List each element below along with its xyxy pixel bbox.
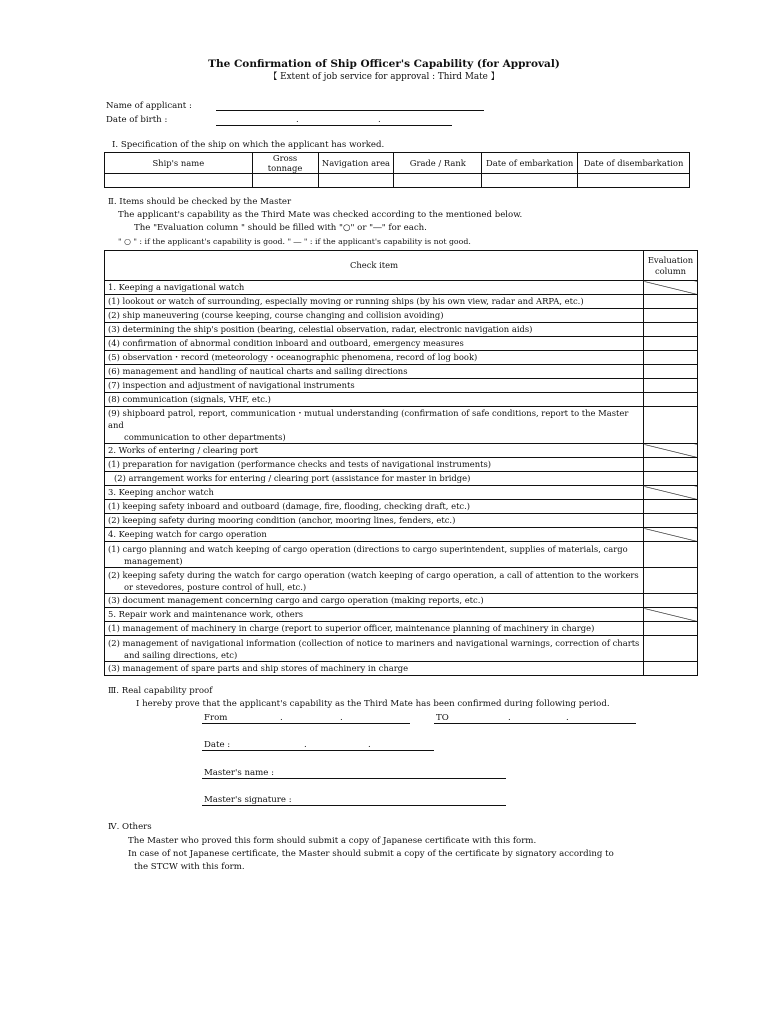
master-name-field[interactable] (202, 778, 506, 779)
check-item-row (105, 568, 698, 594)
check-item-text: (1) lookout or watch of surrounding, especially moving or running ships (by his own view, radar and ARPA, etc.) (108, 296, 584, 307)
evaluation-cell[interactable] (644, 309, 698, 323)
check-category-label (105, 486, 644, 500)
check-item-text: (3) determining the ship's position (bearing, celestial observation, radar, electronic navigation aids) (108, 324, 533, 335)
check-item-label (105, 594, 644, 608)
date-separator: . (368, 740, 371, 750)
check-item-label (105, 351, 644, 365)
check-item-text: (2) keeping safety during the watch for cargo operation (watch keeping of cargo operation, a call of attention to the workers (108, 569, 639, 580)
section-2-intro: The applicant's capability as the Third Mate was checked according to the mentioned below. (118, 210, 523, 220)
from-date-separator: . (340, 713, 343, 723)
check-item-label (105, 500, 644, 514)
column-header: Date of embarkation (482, 153, 578, 174)
grade-rank-cell[interactable] (394, 174, 482, 188)
evaluation-cell-disabled (644, 281, 698, 295)
date-field[interactable] (202, 750, 434, 751)
check-item-label (105, 568, 644, 594)
check-item-row (105, 514, 698, 528)
check-item-continuation: management) (124, 555, 183, 566)
evaluation-cell[interactable] (644, 594, 698, 608)
check-item-row (105, 594, 698, 608)
section-2-legend: " ○ " : if the applicant's capability is good. " ― " : if the applicant's capability is not good. (118, 237, 471, 246)
column-header: Ship's name (105, 153, 253, 174)
date-embarkation-cell[interactable] (482, 174, 578, 188)
evaluation-cell[interactable] (644, 379, 698, 393)
check-item-text: (8) communication (signals, VHF, etc.) (108, 394, 271, 405)
others-note-line: In case of not Japanese certificate, the Master should submit a copy of the certificate by signatory according to (128, 849, 614, 859)
check-item-text: (2) ship maneuvering (course keeping, course changing and collision avoiding) (108, 310, 444, 321)
from-label: From (204, 713, 228, 723)
check-item-continuation: or stevedores, posture control of hull, etc.) (124, 581, 307, 592)
check-item-row (105, 351, 698, 365)
check-item-text: (9) shipboard patrol, report, communication・mutual understanding (confirmation of safe conditions, report to the Master and (108, 408, 629, 430)
date-of-birth-label: Date of birth : (106, 115, 168, 125)
form-title: The Confirmation of Ship Officer's Capability (for Approval) (208, 58, 560, 70)
check-item-text: (7) inspection and adjustment of navigational instruments (108, 380, 355, 391)
applicant-name-field[interactable] (216, 110, 484, 111)
check-category-label (105, 528, 644, 542)
check-item-label (105, 622, 644, 636)
column-header: Navigation area (318, 153, 394, 174)
check-item-label (105, 379, 644, 393)
check-item-label (105, 337, 644, 351)
master-signature-field[interactable] (202, 805, 506, 806)
check-item-text: (1) preparation for navigation (performance checks and tests of navigational instruments) (108, 459, 492, 470)
date-disembarkation-cell[interactable] (578, 174, 690, 188)
date-label: Date : (204, 740, 231, 750)
evaluation-cell[interactable] (644, 393, 698, 407)
check-category-row (105, 486, 698, 500)
check-item-row (105, 500, 698, 514)
section-2-instruction: The "Evaluation column " should be filled with "○" or "―" for each. (134, 223, 427, 233)
evaluation-cell[interactable] (644, 542, 698, 568)
evaluation-cell-disabled (644, 486, 698, 500)
check-category-row (105, 528, 698, 542)
column-header: Date of disembarkation (578, 153, 690, 174)
check-item-row (105, 472, 698, 486)
master-signature-label: Master's signature : (204, 795, 292, 805)
evaluation-cell-disabled (644, 608, 698, 622)
evaluation-cell[interactable] (644, 323, 698, 337)
check-item-row (105, 636, 698, 662)
gross-tonnage-cell[interactable] (252, 174, 318, 188)
others-note-line: the STCW with this form. (134, 862, 245, 872)
check-item-label (105, 295, 644, 309)
check-item-label (105, 636, 644, 662)
evaluation-cell[interactable] (644, 295, 698, 309)
dob-separator: . (296, 115, 299, 125)
evaluation-cell[interactable] (644, 407, 698, 444)
check-item-text: (2) management of navigational information (collection of notice to mariners and navigational warnings, correction of charts (108, 637, 640, 648)
evaluation-column-header: Evaluation column (644, 251, 698, 281)
check-item-row (105, 407, 698, 444)
check-item-text: 4. Keeping watch for cargo operation (108, 529, 267, 540)
check-item-label (105, 393, 644, 407)
check-category-row (105, 281, 698, 295)
evaluation-cell[interactable] (644, 458, 698, 472)
check-item-text: 1. Keeping a navigational watch (108, 282, 245, 293)
from-date-separator: . (280, 713, 283, 723)
check-item-label (105, 407, 644, 444)
check-category-label (105, 444, 644, 458)
evaluation-cell[interactable] (644, 337, 698, 351)
date-separator: . (304, 740, 307, 750)
check-item-text: (6) management and handling of nautical charts and sailing directions (108, 366, 408, 377)
check-item-label (105, 323, 644, 337)
check-item-row (105, 662, 698, 676)
section-4-heading: Ⅳ. Others (108, 822, 152, 832)
evaluation-cell[interactable] (644, 514, 698, 528)
dob-separator: . (378, 115, 381, 125)
check-item-text: 2. Works of entering / clearing port (108, 445, 259, 456)
evaluation-cell[interactable] (644, 472, 698, 486)
to-date-field[interactable] (434, 723, 636, 724)
evaluation-cell[interactable] (644, 365, 698, 379)
ship-spec-table (104, 152, 690, 188)
proof-statement: I hereby prove that the applicant's capability as the Third Mate has been confirmed during following period. (136, 699, 610, 709)
check-item-table (104, 250, 698, 676)
section-1-heading: Ⅰ. Specification of the ship on which the applicant has worked. (112, 140, 385, 150)
column-header: Gross tonnage (252, 153, 318, 174)
master-name-label: Master's name : (204, 768, 275, 778)
check-item-label (105, 365, 644, 379)
check-item-row (105, 542, 698, 568)
to-date-separator: . (566, 713, 569, 723)
check-item-continuation: communication to other departments) (124, 432, 286, 442)
evaluation-cell[interactable] (644, 568, 698, 594)
check-item-text: (3) management of spare parts and ship stores of machinery in charge (108, 663, 409, 674)
evaluation-cell[interactable] (644, 622, 698, 636)
check-item-label (105, 542, 644, 568)
check-item-row (105, 379, 698, 393)
check-item-text: (5) observation・record (meteorology・oceanographic phenomena, record of log book) (108, 352, 478, 363)
check-category-label (105, 608, 644, 622)
evaluation-cell[interactable] (644, 351, 698, 365)
check-category-row (105, 444, 698, 458)
check-item-row (105, 295, 698, 309)
applicant-name-label: Name of applicant : (106, 101, 192, 111)
check-item-label (105, 458, 644, 472)
check-item-text: (2) arrangement works for entering / clearing port (assistance for master in bridge) (114, 473, 471, 484)
evaluation-cell-disabled (644, 444, 698, 458)
others-note-line: The Master who proved this form should submit a copy of Japanese certificate with this form. (128, 836, 537, 846)
check-item-row (105, 337, 698, 351)
check-item-text: 5. Repair work and maintenance work, others (108, 609, 304, 620)
to-date-separator: . (508, 713, 511, 723)
check-item-text: (1) management of machinery in charge (report to superior officer, maintenance planning of machinery in charge) (108, 623, 595, 634)
evaluation-cell[interactable] (644, 662, 698, 676)
check-item-text: (1) keeping safety inboard and outboard (damage, fire, flooding, checking draft, etc.) (108, 501, 471, 512)
check-item-text: 3. Keeping anchor watch (108, 487, 214, 498)
to-label: TO (436, 713, 449, 723)
evaluation-cell[interactable] (644, 500, 698, 514)
check-item-label (105, 514, 644, 528)
check-category-row (105, 608, 698, 622)
ship-name-cell[interactable] (105, 174, 253, 188)
check-item-row (105, 393, 698, 407)
from-date-field[interactable] (202, 723, 410, 724)
check-item-row (105, 622, 698, 636)
section-2-heading: Ⅱ. Items should be checked by the Master (108, 197, 292, 207)
evaluation-cell-disabled (644, 528, 698, 542)
evaluation-cell[interactable] (644, 636, 698, 662)
check-item-header: Check item (105, 251, 644, 281)
check-item-row (105, 323, 698, 337)
check-item-text: (1) cargo planning and watch keeping of cargo operation (directions to cargo superintendent, supplies of materials, cargo (108, 543, 628, 554)
check-item-label (105, 662, 644, 676)
date-of-birth-field[interactable] (216, 125, 452, 126)
check-item-row (105, 458, 698, 472)
check-item-text: (4) confirmation of abnormal condition inboard and outboard, emergency measures (108, 338, 464, 349)
check-item-label (105, 309, 644, 323)
check-item-text: (3) document management concerning cargo and cargo operation (making reports, etc.) (108, 595, 484, 606)
check-item-continuation: and sailing directions, etc) (124, 649, 238, 660)
column-header: Grade / Rank (394, 153, 482, 174)
check-category-label (105, 281, 644, 295)
section-3-heading: Ⅲ. Real capability proof (108, 686, 213, 696)
form-subtitle: 【 Extent of job service for approval : Third Mate 】 (268, 72, 500, 82)
navigation-area-cell[interactable] (318, 174, 394, 188)
check-item-label (105, 472, 644, 486)
check-item-text: (2) keeping safety during mooring condition (anchor, mooring lines, fenders, etc.) (108, 515, 456, 526)
check-item-row (105, 365, 698, 379)
check-item-row (105, 309, 698, 323)
